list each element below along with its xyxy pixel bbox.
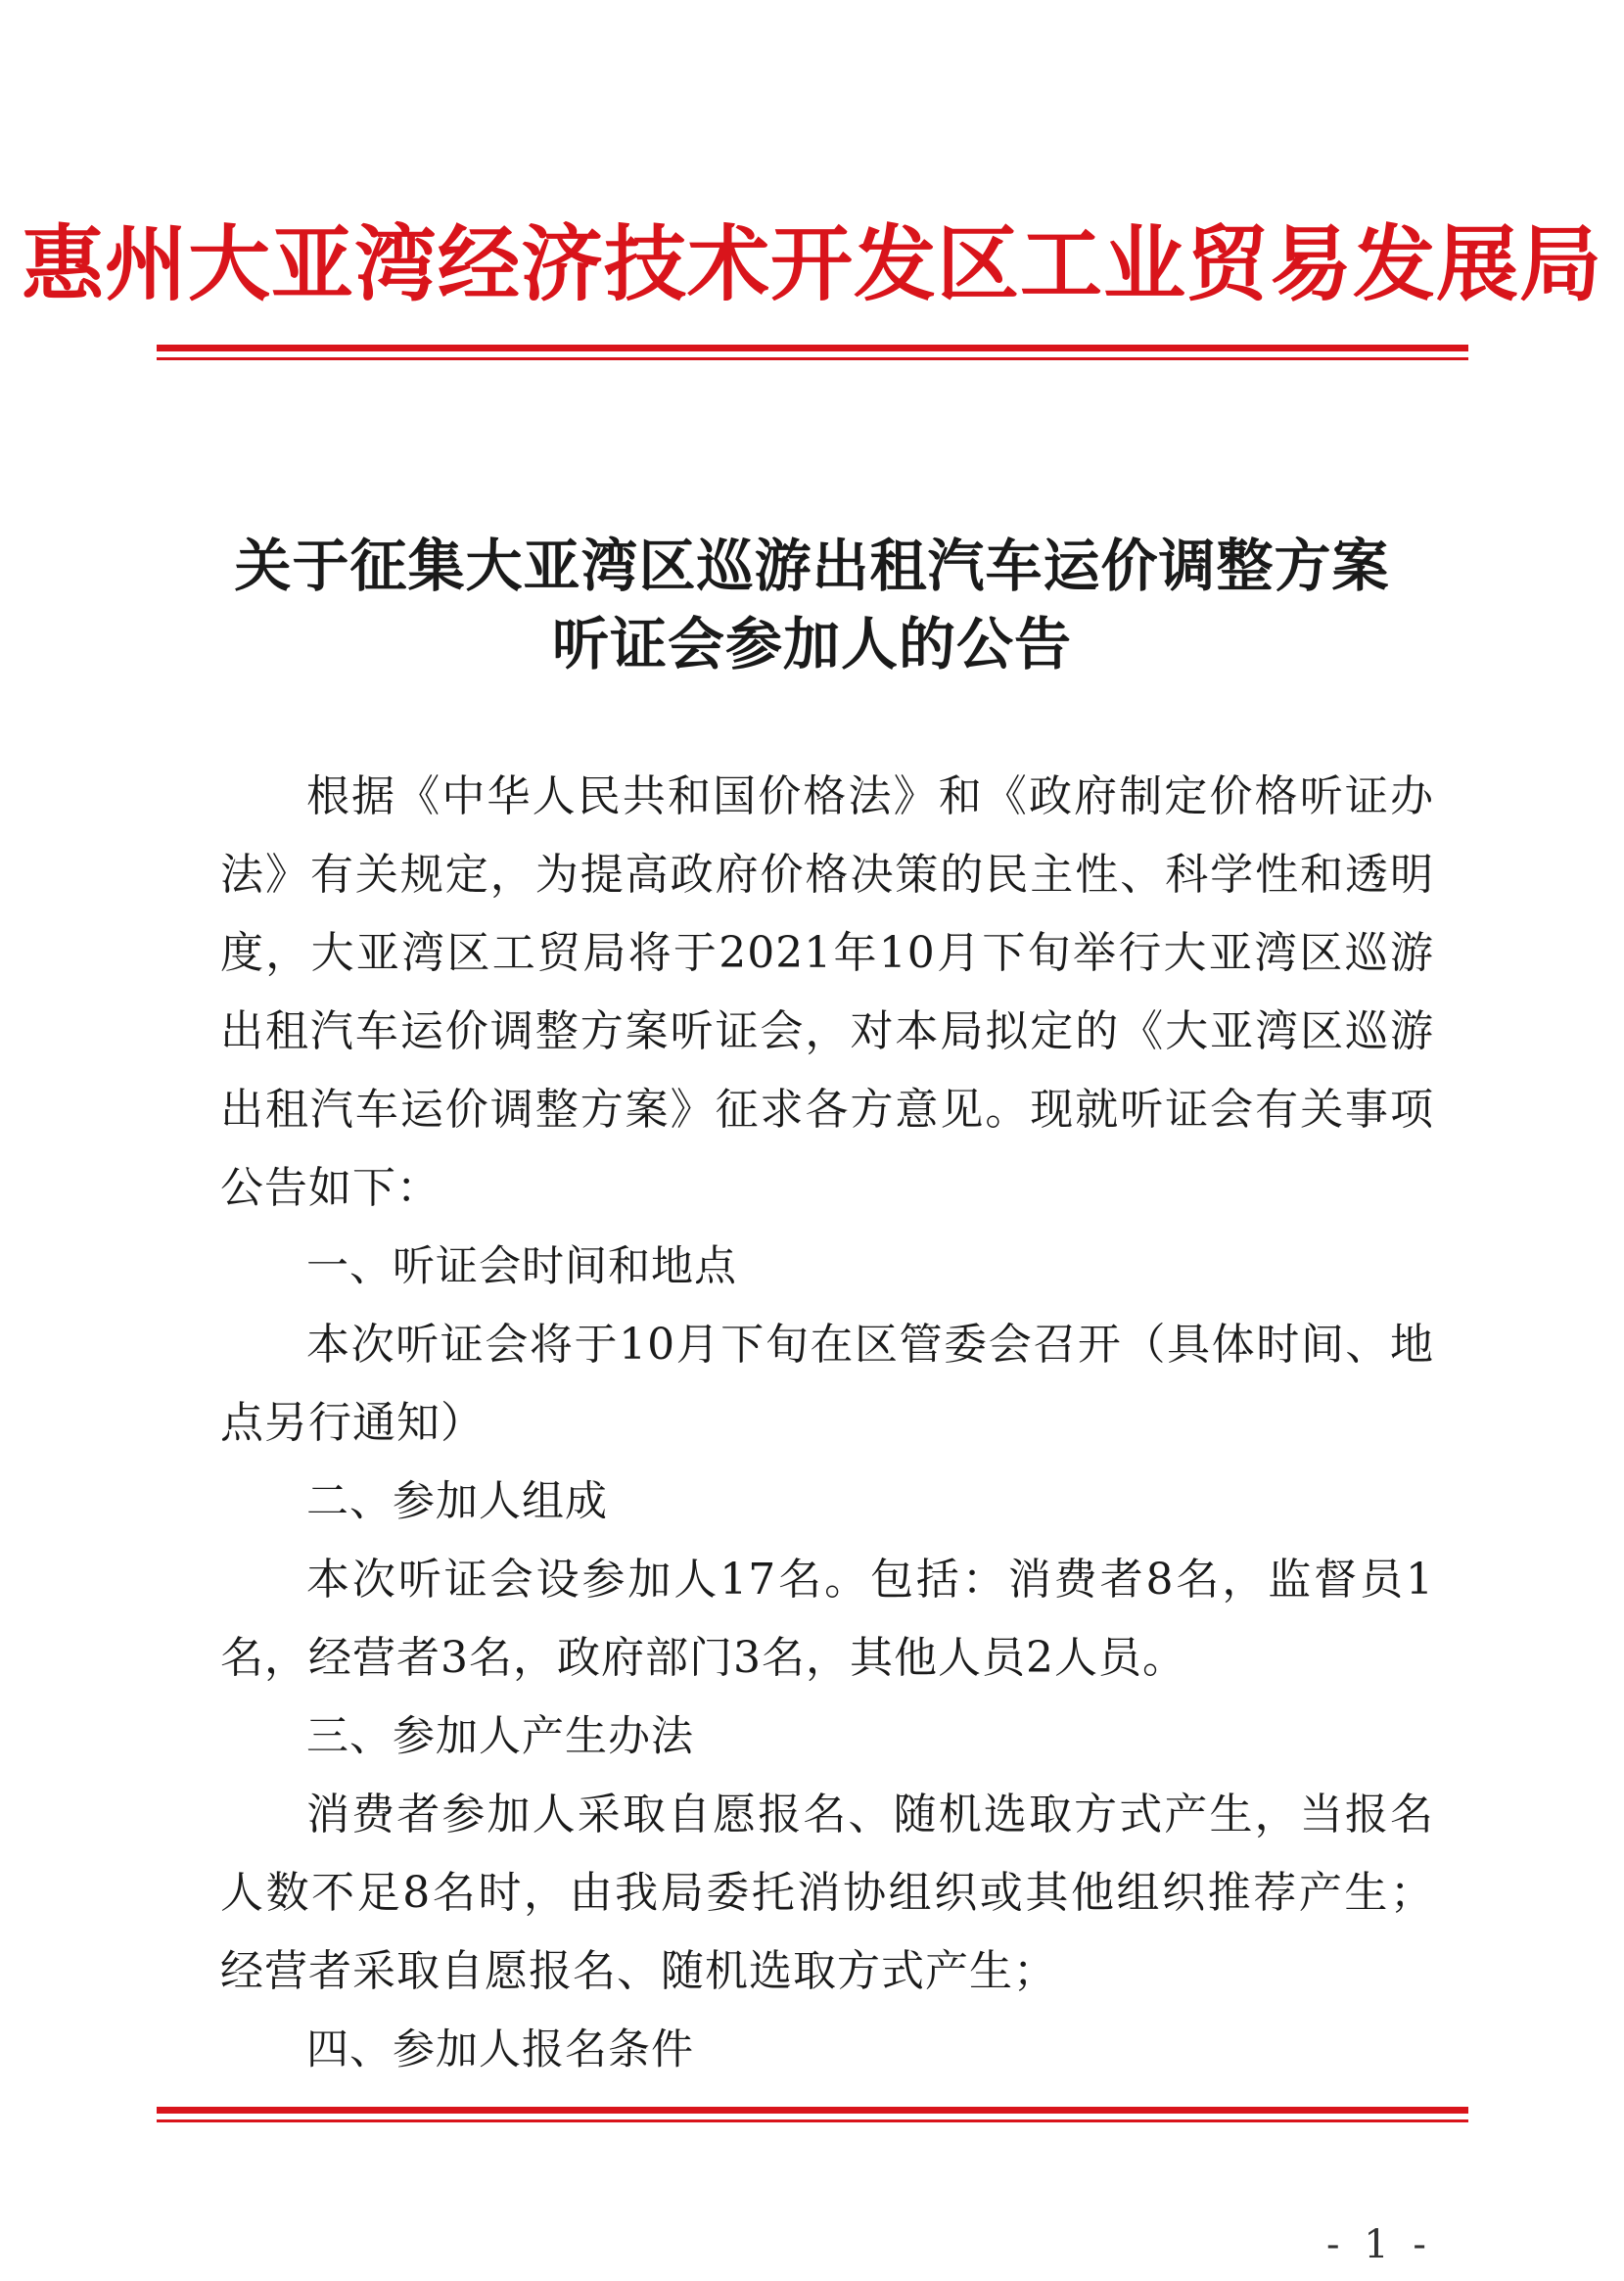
red-rule-thin-line [157,2119,1468,2122]
header-red-rule [157,345,1468,360]
section-heading-registration-conditions: 四、参加人报名条件 [306,2025,694,2074]
section-heading-time-place: 一、听证会时间和地点 [306,1242,737,1291]
section-body-time-place: 本次听证会将于10月下旬在区管委会召开（具体时间、地点另行通知） [220,1320,1434,1448]
section-heading-selection-method: 三、参加人产生办法 [306,1712,694,1761]
red-rule-thin-line [157,357,1468,360]
document-title-line-1: 关于征集大亚湾区巡游出租汽车运价调整方案 [234,533,1390,599]
section-body-selection-method: 消费者参加人采取自愿报名、随机选取方式产生，当报名人数不足8名时，由我局委托消协组织或其他组织推荐产生；经营者采取自愿报名、随机选取方式产生； [220,1790,1434,1996]
document-title-line-2: 听证会参加人的公告 [551,611,1072,677]
section-heading-composition: 二、参加人组成 [306,1477,608,1526]
page-number: - 1 - [1326,2222,1432,2267]
footer-red-rule [157,2107,1468,2122]
red-rule-thick-line [157,345,1468,351]
intro-paragraph: 根据《中华人民共和国价格法》和《政府制定价格听证办法》有关规定，为提高政府价格决策的民主性、科学性和透明度，大亚湾区工贸局将于2021年10月下旬举行大亚湾区巡游出租汽车运价调整方案听证会，对本局拟定的《大亚湾区巡游出租汽车运价调整方案》征求各方意见。现就听证会有关事项公告如下： [220,771,1434,1213]
section-body-composition: 本次听证会设参加人17名。包括：消费者8名，监督员1名，经营者3名，政府部门3名，其他人员2人员。 [220,1555,1434,1683]
issuing-authority-header: 惠州大亚湾经济技术开发区工业贸易发展局 [21,215,1602,312]
red-rule-thick-line [157,2107,1468,2114]
document-body [220,758,1434,2089]
